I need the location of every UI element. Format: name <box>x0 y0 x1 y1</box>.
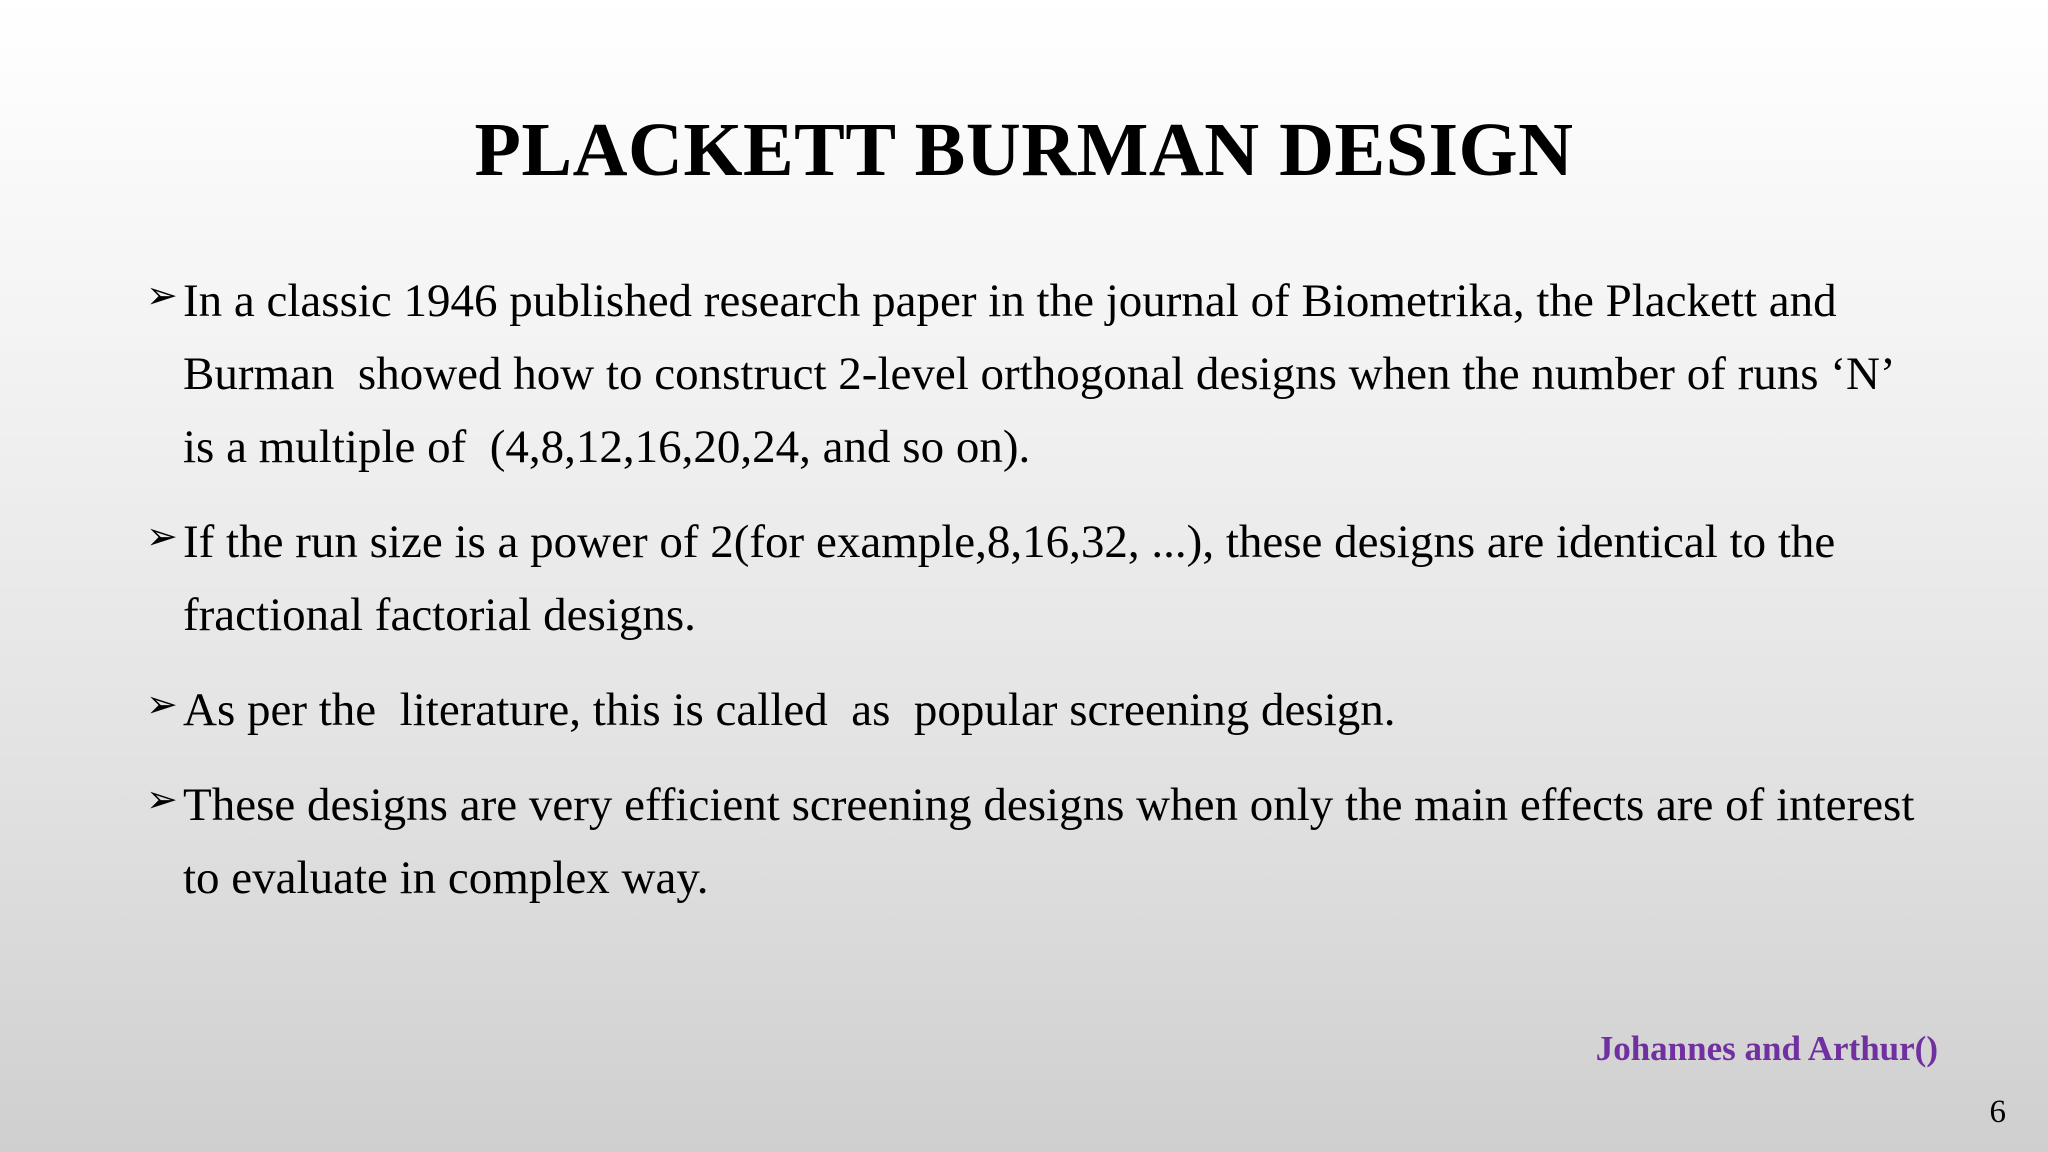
arrowhead-icon: ➢ <box>146 682 178 726</box>
slide-title: PLACKETT BURMAN DESIGN <box>474 108 1574 192</box>
bullet-text: These designs are very efficient screening designs when only the main effects are of interest to evaluate in complex way. <box>183 779 1927 904</box>
bullet-item <box>146 506 1926 652</box>
arrowhead-icon: ➢ <box>146 273 178 317</box>
page-number: 6 <box>1989 1094 2006 1130</box>
bullet-item <box>146 265 1926 484</box>
footer-credit: Johannes and Arthur() <box>1595 1029 1938 1068</box>
arrowhead-icon: ➢ <box>146 777 178 821</box>
bullet-text: As per the literature, this is called as popular screening design. <box>183 684 1396 736</box>
bullet-item <box>146 674 1926 747</box>
bullet-text: If the run size is a power of 2(for example,8,16,32, ...), these designs are identical to the fractional factorial designs. <box>183 516 1848 641</box>
arrowhead-icon: ➢ <box>146 514 178 558</box>
bullet-text: In a classic 1946 published research paper in the journal of Biometrika, the Plackett and Burman showed how to construct 2-level orthogonal designs when the number of runs ‘N’ is a multiple of (4,8,12,16,20,24, and so on). <box>183 275 1904 473</box>
bullet-list <box>146 265 1926 937</box>
bullet-item <box>146 769 1926 915</box>
